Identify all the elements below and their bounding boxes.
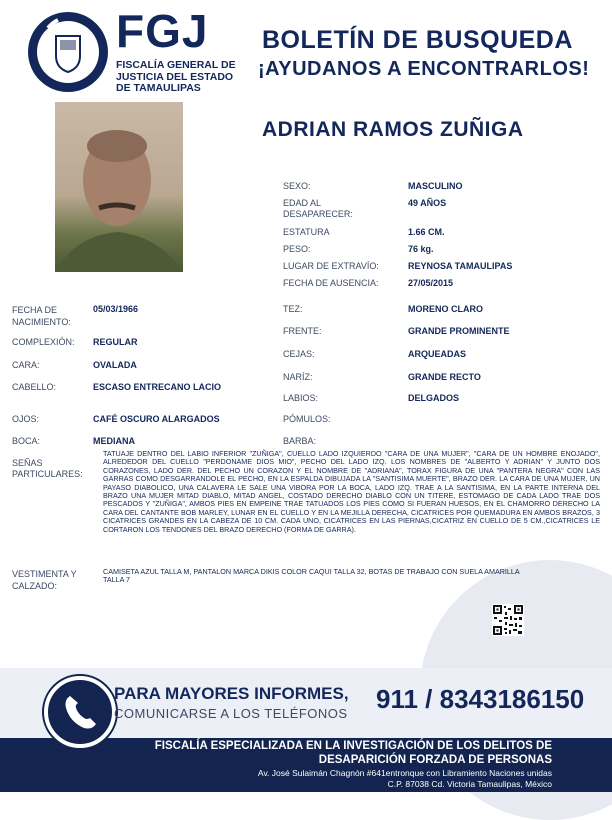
seal-icon <box>26 10 110 94</box>
mouth-value: MEDIANA <box>93 436 135 446</box>
beard-label: BARBA: <box>283 436 317 446</box>
footer-address-2: C.P. 87038 Cd. Victoria Tamaulipas, México <box>387 779 552 789</box>
skin-value: MORENO CLARO <box>408 304 483 314</box>
height-value: 1.66 CM. <box>408 227 445 237</box>
birthdate-value: 05/03/1966 <box>93 304 139 314</box>
skin-label: TEZ: <box>283 304 303 314</box>
person-photo <box>55 102 183 272</box>
qr-code-icon <box>492 604 524 636</box>
age-value: 49 AÑOS <box>408 198 447 208</box>
absence-date-value: 27/05/2015 <box>408 278 454 288</box>
lips-value: DELGADOS <box>408 393 460 403</box>
birthdate-label: FECHA DE NACIMIENTO: <box>12 305 71 327</box>
marks-value: TATUAJE DENTRO DEL LABIO INFERIOR "ZUÑIGA", CUELLO LADO IZQUIERDO "CARA DE UNA MUJER", "CARA DE UN HOMBRE ENOJADO", ALREDEDOR DEL CUELLO "PERDONAME DIOS MIO", PECHO DEL LADO IZQ. LOS NOMBRES DE "ALBERTO Y ADRIAN" Y JUNTO DOS CORAZONES, LADO DER. DEL PECHO UN CORAZON Y EL NOMBRE DE "ADRIANA", TORAX FIGURA DE UNA "PANTERA NEGRA" CON LAS GARRAS COMO DESGARRANDOLE EL PECHO, EN LA ESPALDA DIBUJADA LA "SANTISIMA MUERTE", BRAZO DER. LA CARA DE UNA MUJER, UN PAYASO DIABOLICO, UNA CALAVERA LE SALE UNA VIBORA POR LA BOCA, LADO IZQ. TRAE A LA SANTISIMA, EN LA PARTE INTERNA DEL BRAZO UNA MUJER MITAD DIABLO, MITAD ANGEL, COSTADO DERECHO DIABLO CON UN TITERE, ESTOMAGO DE CADA LADO TRAE DOS PESCADOS Y "ZUÑIGA", AMBOS PIES EN EMPEINE TRAE TATUADOS LOS PIES COMO SI FUERAN HUESOS, EN EL CHAMORRO DERECHO LA CARA DEL CANTANTE BOB MARLEY, LUNAR EN EL CUELLO Y EN LA MEJILLA DERECHA, CICATRICES POR QUEMADURA EN AMBOS BRAZOS, 3 CICATRICES GRANDES EN LA CABEZA DE 10 CM. CADA UNO, CICATRICES EN LAS PIERNAS,CICATRIZ EN CUELLO DE 5 CM.,CICATRICES LE CORTARON LOS TENDONES DEL BRAZO DERECHO (FORMA DE GARRA). <box>103 449 600 534</box>
age-label: EDAD AL DESAPARECER: <box>283 198 353 219</box>
phone-icon <box>44 676 116 748</box>
forehead-label: FRENTE: <box>283 326 322 336</box>
build-value: REGULAR <box>93 337 138 347</box>
face-label: CARA: <box>12 360 40 370</box>
cheekbones-label: PÓMULOS: <box>283 414 331 424</box>
footer-line-2: DESAPARICIÓN FORZADA DE PERSONAS <box>318 754 552 766</box>
sex-value: MASCULINO <box>408 181 463 191</box>
clothing-value: CAMISETA AZUL TALLA M, PANTALON MARCA DIKIS COLOR CAQUI TALLA 32, BOTAS DE TRABAJO CON SUELA AMARILLA TALLA 7 <box>103 567 520 585</box>
forehead-value: GRANDE PROMINENTE <box>408 326 510 336</box>
weight-value: 76 kg. <box>408 244 434 254</box>
eyebrows-value: ARQUEADAS <box>408 349 467 359</box>
footer-line-1: FISCALÍA ESPECIALIZADA EN LA INVESTIGACIÓN DE LOS DELITOS DE <box>154 740 552 752</box>
eyes-value: CAFÉ OSCURO ALARGADOS <box>93 414 220 424</box>
clothing-label: VESTIMENTA Y CALZADO: <box>12 569 77 591</box>
contact-line-1: PARA MAYORES INFORMES, <box>114 684 349 703</box>
hair-label: CABELLO: <box>12 382 57 392</box>
face-value: OVALADA <box>93 360 137 370</box>
absence-date-label: FECHA DE AUSENCIA: <box>283 278 379 288</box>
nose-label: NARÍZ: <box>283 372 313 382</box>
logo-subtitle: FISCALÍA GENERAL DE JUSTICIA DEL ESTADO DE TAMAULIPAS <box>116 59 236 94</box>
eyes-label: OJOS: <box>12 414 40 424</box>
lips-label: LABIOS: <box>283 393 319 403</box>
height-label: ESTATURA <box>283 227 330 237</box>
phone-number: 911 / 8343186150 <box>376 684 585 714</box>
contact-line-2: COMUNICARSE A LOS TELÉFONOS <box>114 706 348 721</box>
place-value: REYNOSA TAMAULIPAS <box>408 261 513 271</box>
weight-label: PESO: <box>283 244 311 254</box>
bulletin-title: BOLETÍN DE BUSQUEDA <box>262 26 573 54</box>
bulletin-subtitle: ¡AYUDANOS A ENCONTRARLOS! <box>258 58 590 80</box>
place-label: LUGAR DE EXTRAVÍO: <box>283 261 379 271</box>
person-name: ADRIAN RAMOS ZUÑIGA <box>262 118 524 141</box>
marks-label: SEÑAS PARTICULARES: <box>12 458 83 479</box>
sex-label: SEXO: <box>283 181 311 191</box>
footer-address-1: Av. José Sulaimán Chagnón #641entronque con Libramiento Naciones unidas <box>257 768 552 778</box>
hair-value: ESCASO ENTRECANO LACIO <box>93 382 222 392</box>
build-label: COMPLEXIÓN: <box>12 337 75 347</box>
eyebrows-label: CEJAS: <box>283 349 315 359</box>
mouth-label: BOCA: <box>12 436 41 446</box>
logo-text: FGJ <box>116 5 209 57</box>
nose-value: GRANDE RECTO <box>408 372 481 382</box>
